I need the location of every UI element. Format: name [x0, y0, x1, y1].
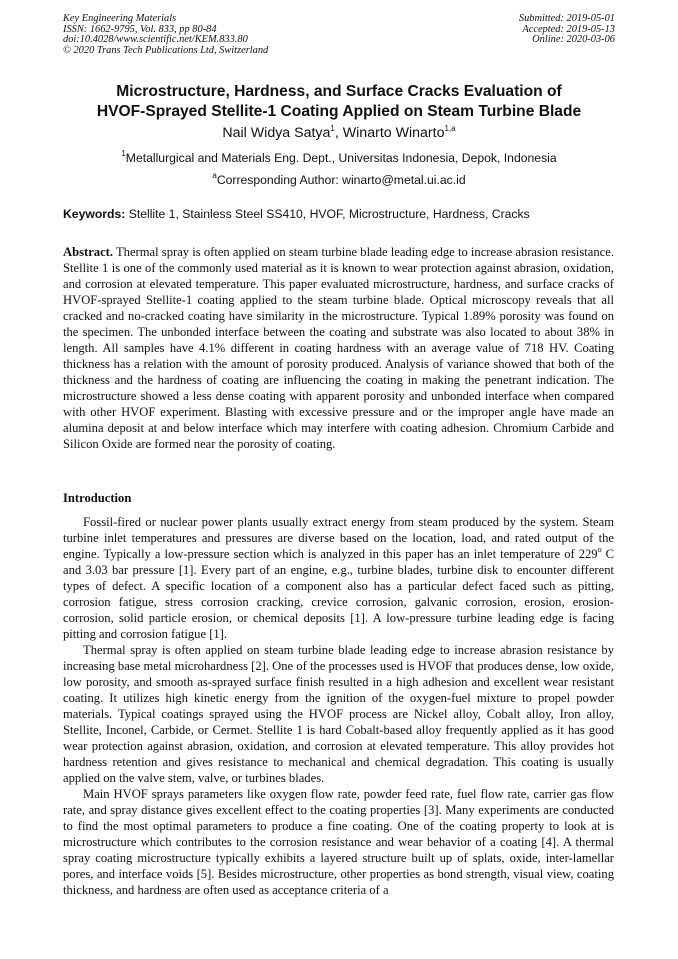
- authors: [0, 125, 678, 141]
- author: Winarto Winarto: [342, 125, 445, 141]
- affiliation: [0, 151, 678, 165]
- submitted-date: Submitted: 2019-05-01: [518, 13, 615, 24]
- doi: doi:10.4028/www.scientific.net/KEM.833.80: [63, 34, 248, 46]
- journal-name: Key Engineering Materials: [63, 13, 177, 24]
- title-line: Microstructure, Hardness, and Surface Cracks Evaluation of: [116, 83, 562, 100]
- corresponding-author: [0, 173, 678, 187]
- degree-sup: o: [597, 545, 602, 554]
- dates-info: [519, 14, 615, 46]
- section-heading: Introduction: [63, 491, 132, 505]
- paragraph: Thermal spray is often applied on steam turbine blade leading edge to increase abrasion resistance by increasing base metal microhardness [2]. One of the processes used is HVOF that produces dense, low oxide, low porosity, and smooth as-sprayed surface finish resulted in a high adhesion and excellent wear resistant coating. It utilizes high kinetic energy from the ignition of the oxygen-fuel mixture to propel powder materials. Typical coatings sprayed using the HVOF process are Nickel alloy, Cobalt alloy, Iron alloy, Stellite, Inconel, Carbide, or Cermet. Stellite 1 is hard Cobalt-based alloy frequently applied as it has good wear protection against abrasion, oxidation, and corrosion at elevated temperature. This alloy provides hot hardness retention and gives resistance to mechanical and chemical degradation. This coating is usually applied on the valve stem, valve, or turbines blades.: [63, 643, 614, 785]
- author-sup: 1,a: [444, 124, 456, 133]
- aff-sup: 1: [121, 149, 126, 158]
- introduction-body: [63, 514, 614, 898]
- abstract-text: Thermal spray is often applied on steam turbine blade leading edge to increase abrasion resistance. Stellite 1 is one of the commonly used material as it is known to wear protection against abrasion, oxidation, and corrosion at elevated temperature. This paper evaluated microstructure, hardness, and surface cracks of HVOF-sprayed Stellite-1 coating applied to the steam turbine blade. Optical microscopy reveals that all cracked and no-cracked coating have similarity in the microstructure. Typical 1.89% porosity was found on the specimen. The unbonded interface between the coating and substrate was also located to about 38% in length. All samples have 4.1% different in coating hardness with an average value of 718 HV. Coating thickness has a relation with the amount of porosity produced. Analysis of variance showed that both of the thickness and the hardness of coating are influencing the coating in making the penetrant indication. The microstructure showed a less dense coating with apparent porosity and unbonded interface when compared with other HVOF experiment. Blasting with excessive pressure and or the improper angle have made an alumina deposit at and below interface which may interfere with coating adhesion. Chromium Carbide and Silicon Oxide are formed near the porosity of coating.: [63, 245, 614, 451]
- paragraph: [63, 514, 614, 642]
- issn: ISSN: 1662-9795, Vol. 833, pp 80-84: [63, 23, 217, 35]
- author: Nail Widya Satya: [222, 125, 331, 141]
- online-date: Online: 2020-03-06: [532, 34, 615, 46]
- paragraph: Main HVOF sprays parameters like oxygen flow rate, powder feed rate, fuel flow rate, carrier gas flow rate, and spray distance gives excellent effect to the coating properties [3]. Many experiments are conducted to find the most optimal parameters to produce a fine coating. One of the coating property to look at is microstructure which contributes to the corrosion resistance and wear behavior of a coating [4]. A thermal spray coating microstructure typically exhibits a layered structure built up of splats, oxide, inter-lamellar pores, and interface voids [5]. Besides microstructure, other properties as bond strength, visual view, coating thickness, and hardness are often used as acceptance criteria of a: [63, 787, 614, 897]
- title-line: HVOF-Sprayed Stellite-1 Coating Applied on Steam Turbine Blade: [96, 103, 582, 120]
- text: C and 3.03 bar pressure [1]. Every part of an engine, e.g., turbine blades, turbine disk to encounter different types of defect. A specific location of a component also has a particular defect faced such as pitting, corrosion fatigue, stress corrosion cracking, crevice corrosion, galvanic corrosion, erosion, erosion-corrosion, solid particle erosion, or chemical deposits [1]. A low-pressure turbine leading edge is facing pitting and corrosion fatigue [1].: [63, 547, 614, 641]
- accepted-date: Accepted: 2019-05-13: [522, 23, 615, 35]
- corr-text: Corresponding Author: winarto@metal.ui.ac.id: [216, 173, 466, 187]
- text: Fossil-fired or nuclear power plants usually extract energy from steam produced by the system. Steam turbine inlet temperatures and pressures are diverse based on the location, load, and rated output of the engine. Typically a low-pressure section which is analyzed in this paper has an inlet temperature of 229: [63, 515, 614, 561]
- abstract: [63, 244, 614, 452]
- keywords: [63, 207, 530, 221]
- author-sup: 1: [330, 124, 335, 133]
- abstract-label: Abstract.: [63, 245, 114, 259]
- separator: ,: [334, 125, 343, 141]
- copyright: © 2020 Trans Tech Publications Ltd, Switzerland: [63, 44, 269, 56]
- keywords-label: Keywords:: [63, 207, 126, 221]
- keywords-text: Stellite 1, Stainless Steel SS410, HVOF, Microstructure, Hardness, Cracks: [125, 207, 530, 221]
- journal-info: [63, 14, 268, 56]
- corr-sup: a: [212, 171, 217, 180]
- aff-text: Metallurgical and Materials Eng. Dept., Universitas Indonesia, Depok, Indonesia: [125, 151, 557, 165]
- paper-title: [40, 82, 638, 122]
